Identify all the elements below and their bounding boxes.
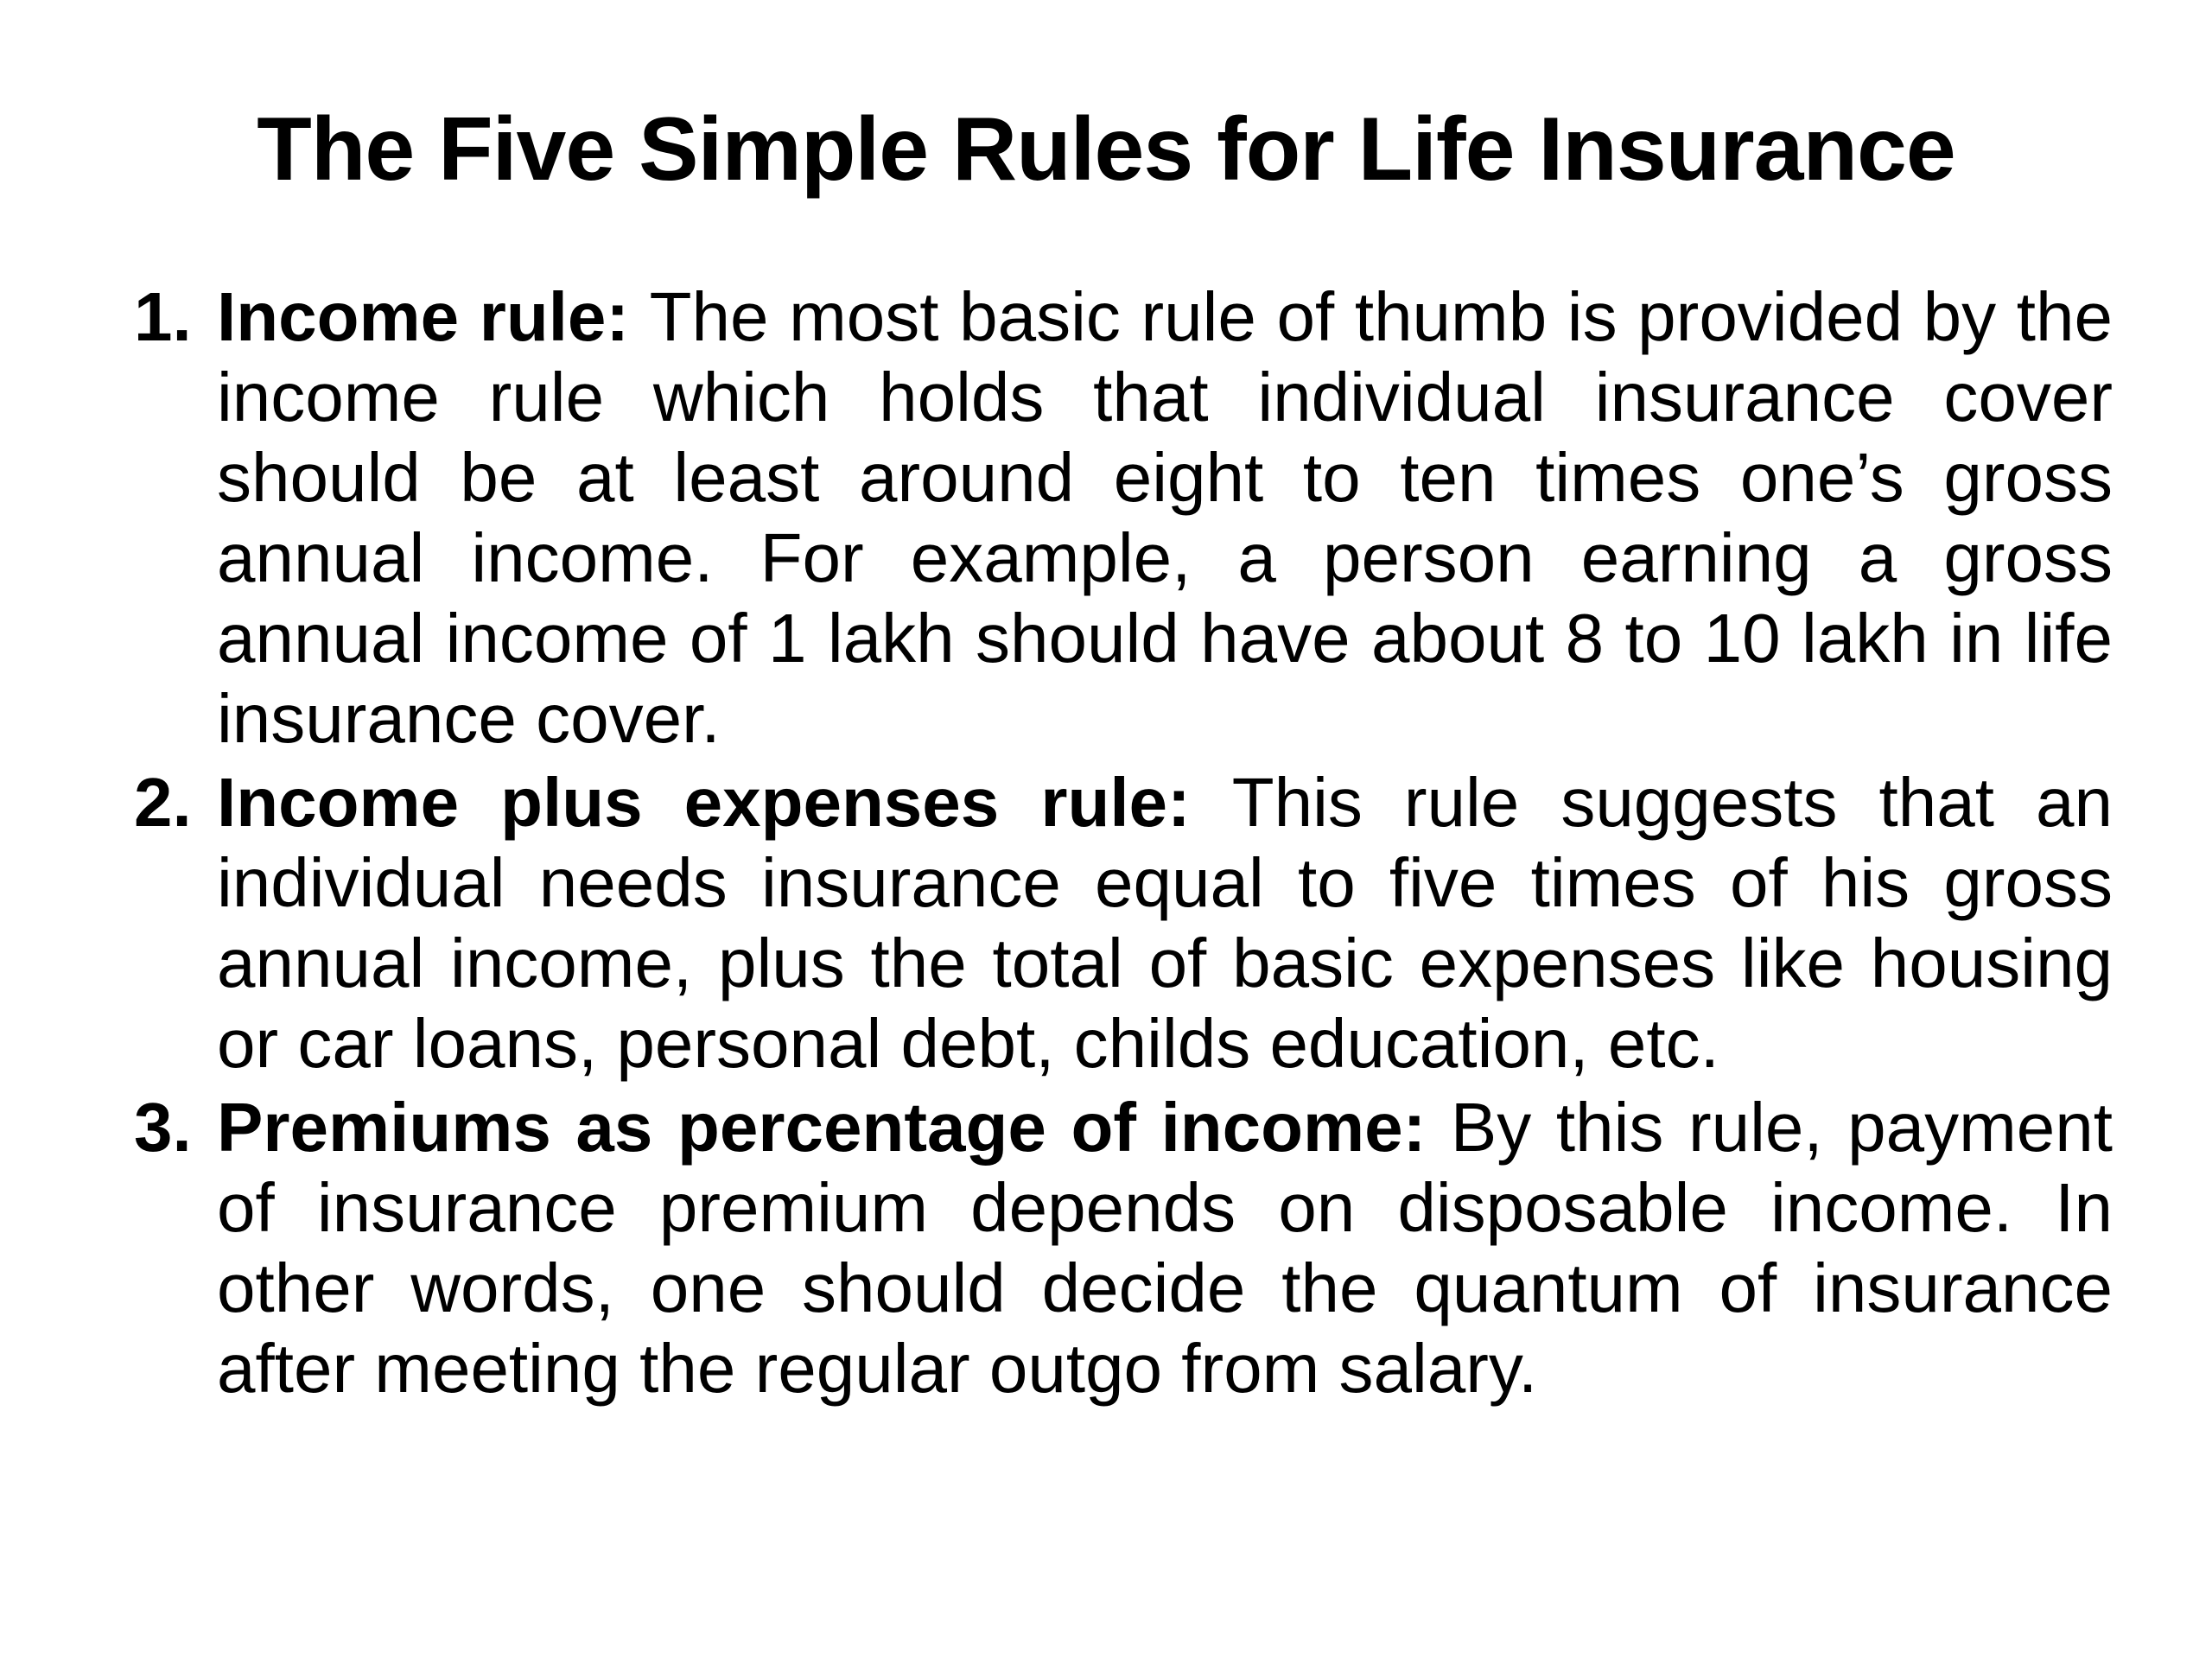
slide-title: The Five Simple Rules for Life Insurance: [257, 99, 1955, 200]
rule-item-income: [134, 276, 2113, 759]
rule-heading: Income plus expenses rule:: [217, 764, 1232, 841]
rule-heading: Premiums as percentage of income:: [217, 1089, 1451, 1166]
rule-item-premiums-percentage: [134, 1087, 2113, 1408]
rule-number: 2.: [134, 764, 192, 841]
rule-text: This rule suggests that an individual needs insurance equal to five times of his gross annual income, plus the total of basic expenses like housing or car loans, personal debt, childs education, etc.: [217, 764, 2113, 1082]
rule-item-income-plus-expenses: [134, 762, 2113, 1084]
rule-number: 3.: [134, 1089, 192, 1166]
rule-heading: Income rule:: [217, 278, 650, 355]
rule-text: The most basic rule of thumb is provided by the income rule which holds that individual insurance cover should be at least around eight to ten times one’s gross annual income. For example, a person earning a gross annual income of 1 lakh should have about 8 to 10 lakh in life insurance cover.: [217, 278, 2113, 757]
rule-number: 1.: [134, 278, 192, 355]
rule-text: By this rule, payment of insurance premium depends on disposable income. In other words, one should decide the quantum of insurance after meeting the regular outgo from salary.: [217, 1089, 2113, 1407]
rules-list: [134, 276, 2113, 1412]
